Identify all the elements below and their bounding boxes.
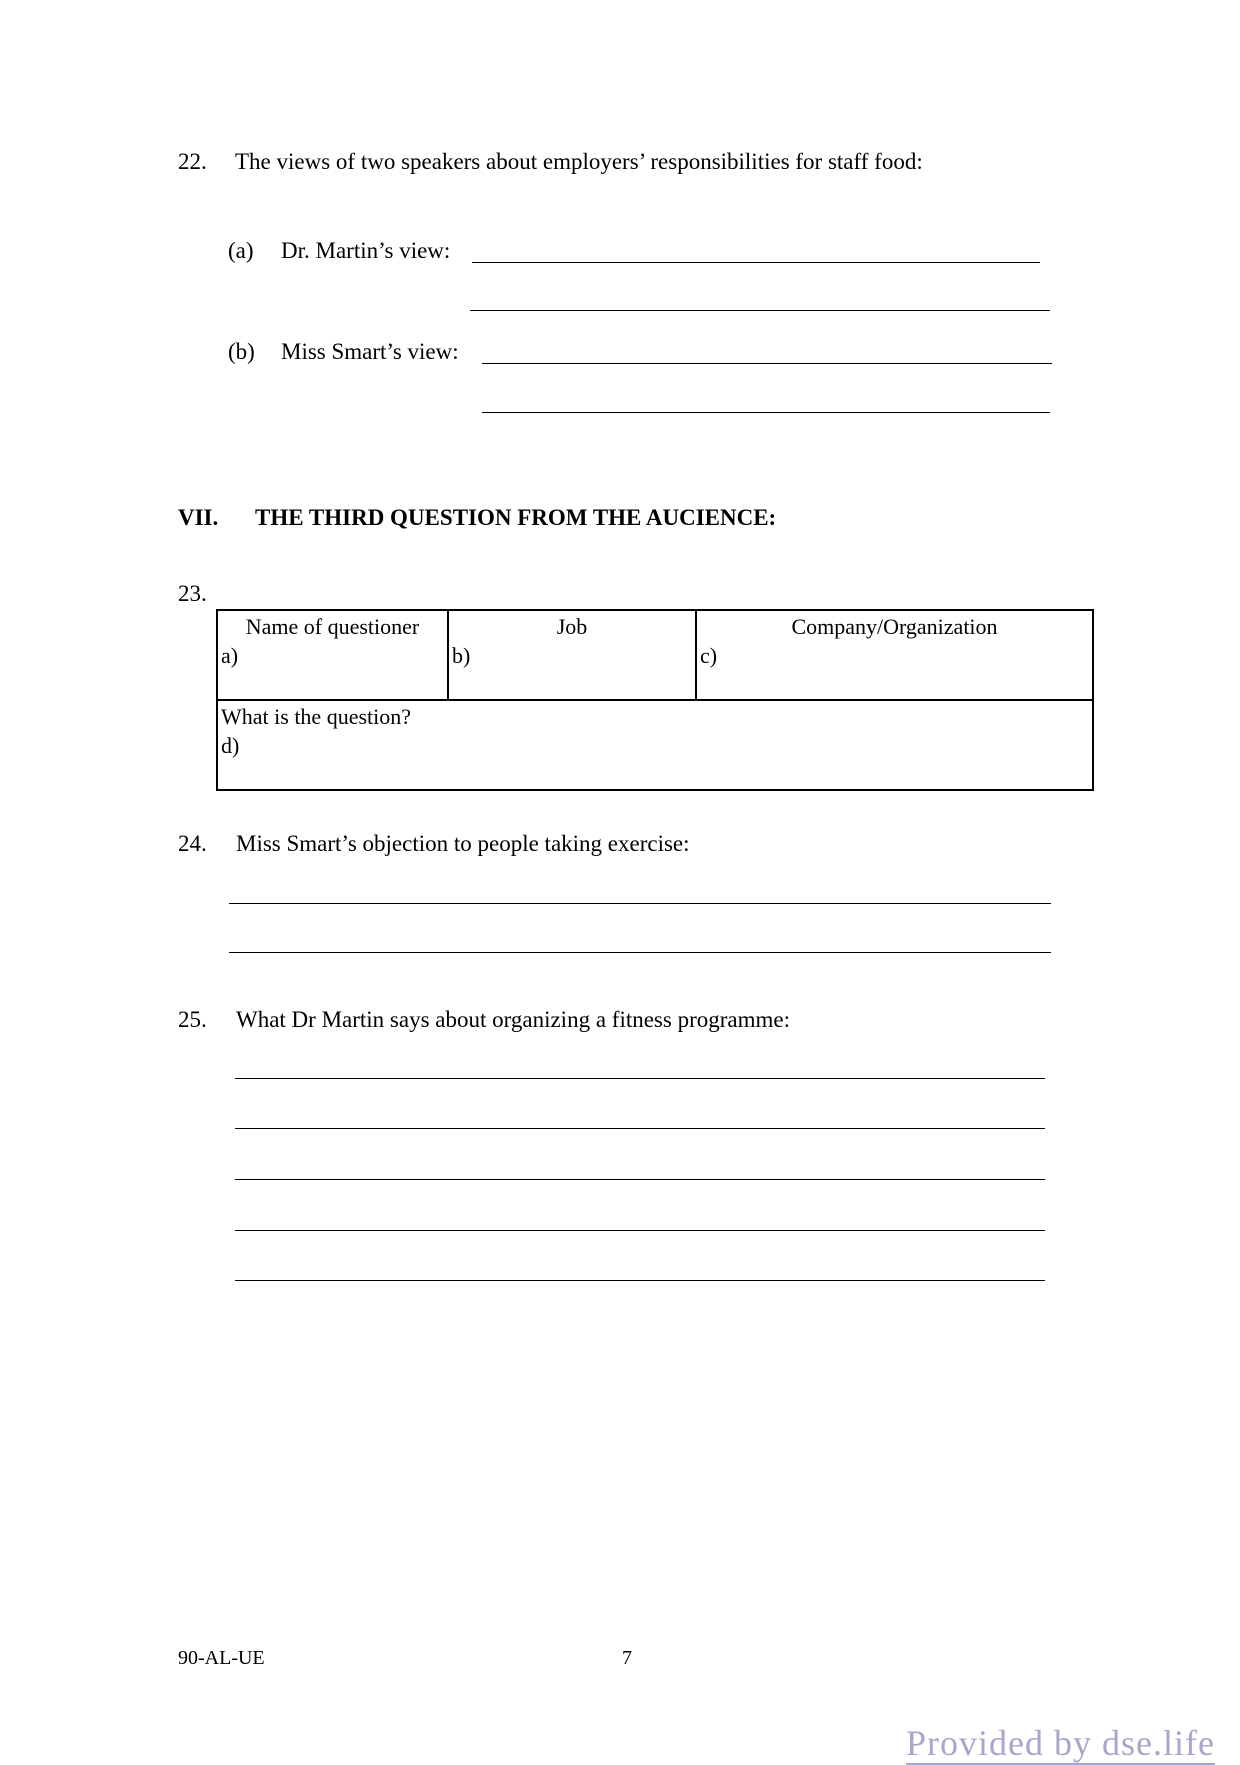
q23-number: 23. [178, 581, 207, 606]
q22a-label: Dr. Martin’s view: [281, 238, 451, 263]
q24-number: 24. [178, 831, 207, 856]
watermark-link[interactable] [906, 1722, 1215, 1764]
q25-answer-line-1[interactable] [235, 1078, 1045, 1079]
q22-number: 22. [178, 149, 207, 174]
questioner-name-cell[interactable] [217, 610, 448, 700]
q22b-label: Miss Smart’s view: [281, 339, 459, 364]
company-header: Company/Organization [791, 614, 998, 639]
question-cell[interactable] [217, 700, 1093, 790]
company-cell[interactable] [696, 610, 1093, 700]
section-numeral: VII. [178, 505, 219, 530]
questioner-name-header: Name of questioner [245, 614, 420, 639]
q22-text: The views of two speakers about employers’ responsibilities for staff food: [235, 149, 923, 174]
q25-text: What Dr Martin says about organizing a fitness programme: [236, 1007, 790, 1032]
q25-number: 25. [178, 1007, 207, 1032]
q24-answer-line-2[interactable] [229, 952, 1051, 953]
cell-label-a: a) [221, 642, 239, 668]
q22b-answer-line-1[interactable] [482, 363, 1052, 364]
q25-answer-line-5[interactable] [235, 1280, 1045, 1281]
q25-answer-line-3[interactable] [235, 1179, 1045, 1180]
job-header: Job [556, 614, 588, 639]
section-heading: THE THIRD QUESTION FROM THE AUCIENCE: [255, 505, 777, 530]
q23-table [216, 609, 1094, 791]
cell-label-d: d) [221, 732, 240, 758]
question-label: What is the question? [221, 704, 412, 729]
footer-code: 90-AL-UE [178, 1647, 265, 1669]
q22b-answer-line-2[interactable] [482, 412, 1050, 413]
q25-answer-line-2[interactable] [235, 1128, 1045, 1129]
page-number: 7 [622, 1647, 632, 1669]
q22a-answer-line-2[interactable] [470, 310, 1050, 311]
job-cell[interactable] [448, 610, 696, 700]
q22b-marker: (b) [228, 339, 255, 364]
q24-text: Miss Smart’s objection to people taking exercise: [236, 831, 690, 856]
q25-answer-line-4[interactable] [235, 1230, 1045, 1231]
q22a-answer-line-1[interactable] [472, 262, 1040, 263]
q22a-marker: (a) [228, 238, 254, 263]
cell-label-c: c) [700, 642, 718, 668]
watermark-text: Provided by dse.life [906, 1723, 1215, 1763]
q24-answer-line-1[interactable] [229, 903, 1051, 904]
cell-label-b: b) [452, 642, 471, 668]
